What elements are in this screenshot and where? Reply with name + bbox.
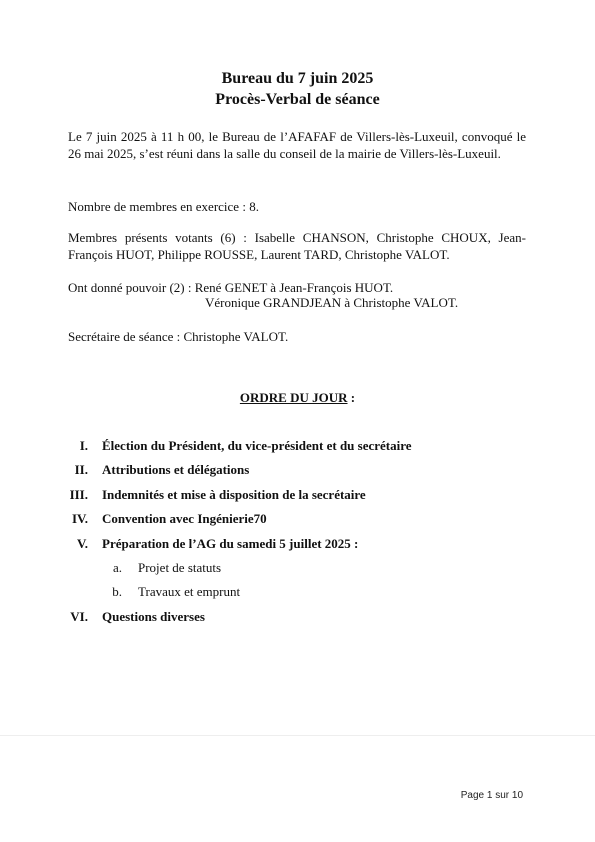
agenda-subitem-letter: a.	[112, 560, 122, 575]
agenda-subitem-text: Projet de statuts	[138, 560, 222, 575]
agenda-item-number: I.	[79, 438, 88, 453]
agenda-subitem-text: Travaux et emprunt	[138, 584, 241, 599]
proxies-line-2: Véronique GRANDJEAN à Christophe VALOT.	[205, 295, 459, 310]
agenda-heading	[0, 390, 595, 406]
document-subtitle: Procès-Verbal de séance	[215, 91, 380, 108]
agenda-item-number: IV.	[71, 511, 88, 526]
agenda-heading-text: ORDRE DU JOUR	[239, 390, 348, 405]
members-present: Membres présents votants (6) : Isabelle CHANSON, Christophe CHOUX, Jean-François HUOT, Philippe ROUSSE, Laurent TARD, Christophe VALOT.	[68, 230, 526, 262]
member-count: Nombre de membres en exercice : 8.	[68, 199, 259, 214]
agenda-item-text: Attributions et délégations	[102, 462, 250, 477]
agenda-item-number: III.	[69, 487, 88, 502]
agenda-subitem-letter: b.	[112, 584, 122, 599]
intro-paragraph: Le 7 juin 2025 à 11 h 00, le Bureau de l’AFAFAF de Villers-lès-Luxeuil, convoqué le 26 mai 2025, s’est réuni dans la salle du conseil de la mairie de Villers-lès-Luxeuil.	[68, 129, 526, 161]
agenda-item-text: Élection du Président, du vice-président et du secrétaire	[102, 438, 412, 453]
agenda-item-text: Préparation de l’AG du samedi 5 juillet 2025 :	[102, 536, 359, 551]
agenda-item-number: VI.	[70, 609, 88, 624]
agenda-item-text: Questions diverses	[102, 609, 205, 624]
document-title: Bureau du 7 juin 2025	[221, 70, 374, 87]
agenda-item-number: II.	[74, 462, 88, 477]
proxies-line-1: Ont donné pouvoir (2) : René GENET à Jean-François HUOT.	[68, 280, 394, 295]
agenda-heading-colon: :	[347, 390, 356, 405]
page-number: Page 1 sur 10	[460, 790, 523, 801]
footer-divider	[0, 735, 595, 736]
secretary-line: Secrétaire de séance : Christophe VALOT.	[68, 329, 289, 344]
agenda-item-number: V.	[77, 536, 88, 551]
agenda-item-text: Convention avec Ingénierie70	[102, 511, 267, 526]
agenda-item-text: Indemnités et mise à disposition de la secrétaire	[102, 487, 366, 502]
